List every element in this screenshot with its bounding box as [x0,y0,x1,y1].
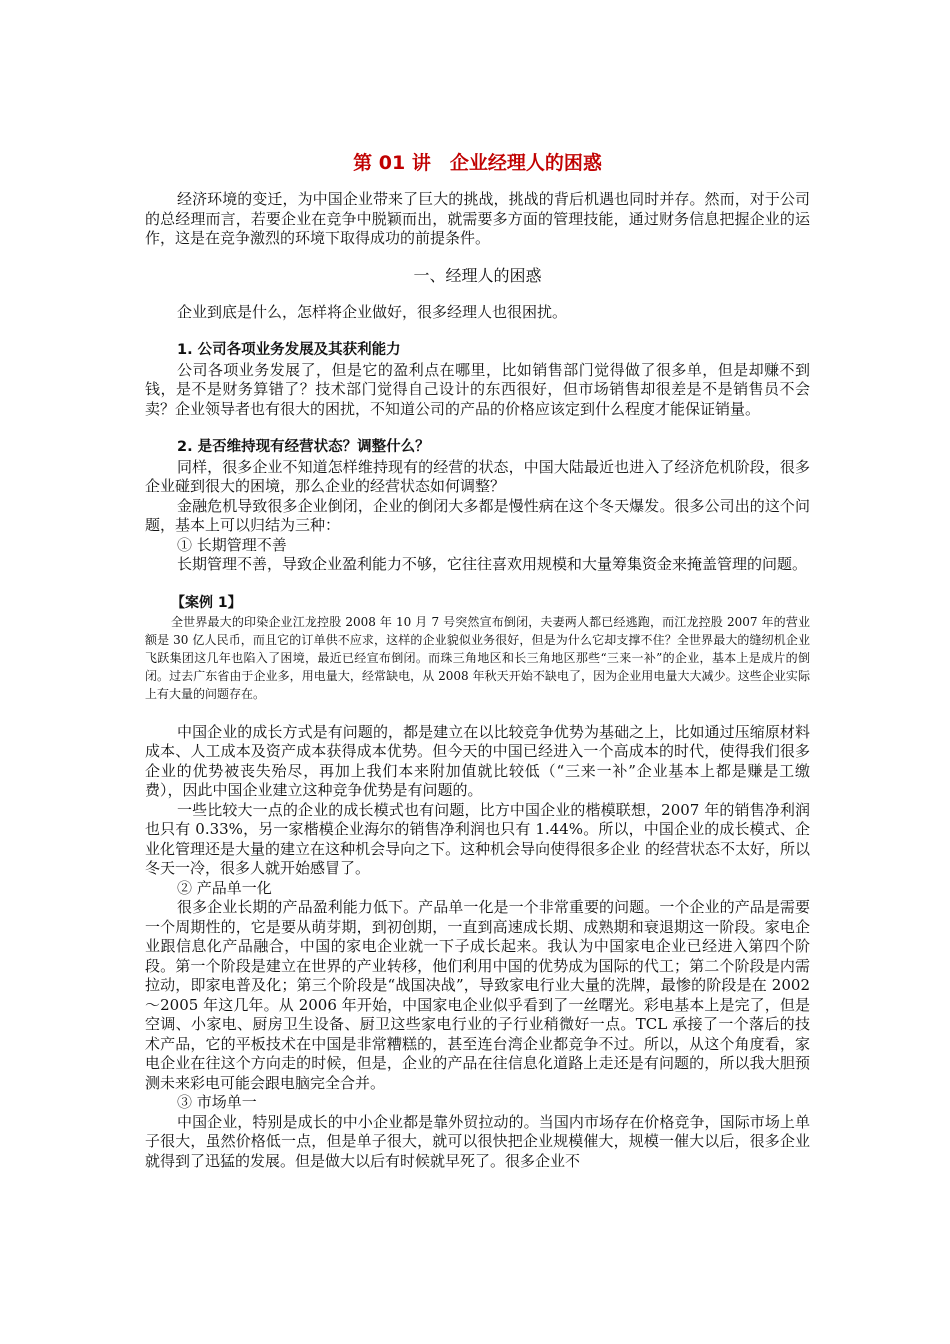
paragraph: 金融危机导致很多企业倒闭，企业的倒闭大多都是慢性病在这个冬天爆发。很多公司出的这个问题，基本上可以归结为三种： [145,496,810,534]
list-item-heading: ③ 市场单一 [177,1093,257,1111]
list-item-heading: ② 产品单一化 [177,878,272,897]
paragraph: 公司各项业务发展了，但是它的盈利点在哪里，比如销售部门觉得做了很多单，但是却赚不到钱，是不是财务算错了？技术部门觉得自己设计的东西很好，但市场销售却很差是不是销售员不会卖？企业领导者也有很大的困扰，不知道公司的产品的价格应该定到什么程度才能保证销量。 [145,360,810,418]
case-text: 全世界最大的印染企业江龙控股 2008 年 10 月 7 号突然宣布倒闭，夫妻两人都已经逃跑，而江龙控股 2007 年的营业额是 30 亿人民币，而且它的订单供不应求，这样的企业貌似业务很好，但是为什么它却支撑不住？全世界最大的缝纫机企业飞跃集团这几年也陷入了困境，最近已经宣布倒闭。而珠三角地区和长三角地区那些“三来一补”的企业，基本上是成片的倒闭。过去广东省由于企业多，用电量大，经常缺电，从 2008 年秋天开始不缺电了，因为企业用电量大大减少。这些企业实际上有大量的问题存在。 [145,614,810,701]
list-item-heading: ① 长期管理不善 [177,535,287,554]
intro-paragraph: 经济环境的变迁，为中国企业带来了巨大的挑战，挑战的背后机遇也同时并存。然而，对于公司的总经理而言，若要企业在竞争中脱颖而出，就需要多方面的管理技能，通过财务信息把握企业的运作，这是在竞争激烈的环境下取得成功的前提条件。 [145,190,810,247]
section-lead-paragraph: 企业到底是什么，怎样将企业做好，很多经理人也很困扰。 [177,302,568,321]
subheading-1: 1. 公司各项业务发展及其获利能力 [177,342,401,358]
document-page [145,150,810,1171]
case-label: 【案例 1】 [171,594,242,611]
paragraph: 很多企业长期的产品盈利能力低下。产品单一化是一个非常重要的问题。一个企业的产品是需要一个周期性的，它是要从萌芽期，到初创期，一直到高速成长期、成熟期和衰退期这一阶段。家电企业跟信息化产品融合，中国的家电企业就一下子成长起来。我认为中国家电企业已经进入第四个阶段。第一个阶段是建立在世界的产业转移，他们利用中国的优势成为国际的代工；第二个阶段是内需拉动，即家电普及化；第三个阶段是“战国决战”，导致家电行业大量的洗牌，最惨的阶段是在 2002～2005 年这几年。从 2006 年开始，中国家电企业似乎看到了一丝曙光。彩电基本上是完了，但是空调、小家电、厨房卫生设备、厨卫这些家电行业的子行业稍微好一点。TCL 承接了一个落后的技术产品，它的平板技术在中国是非常糟糕的，甚至连台湾企业都竞争不过。所以，从这个角度看，家电企业在往这个方向走的时候，但是，企业的产品在往信息化道路上走还是有问题的，所以我大胆预测未来彩电可能会跟电脑完全合并。 [145,898,810,1092]
paragraph: 中国企业的成长方式是有问题的，都是建立在以比较竞争优势为基础之上，比如通过压缩原材料成本、人工成本及资产成本获得成本优势。但今天的中国已经进入一个高成本的时代，使得我们很多企业的优势被丧失殆尽，再加上我们本来附加值就比较低（“三来一补”企业基本上都是赚是工缴费），因此中国企业建立这种竞争优势是有问题的。 [145,722,810,799]
paragraph: 中国企业，特别是成长的中小企业都是靠外贸拉动的。当国内市场存在价格竞争，国际市场上单子很大，虽然价格低一点，但是单子很大，就可以很快把企业规模催大，规模一催大以后，很多企业就得到了迅猛的发展。但是做大以后有时候就早死了。很多企业不 [145,1112,810,1170]
spacer [145,322,810,341]
paragraph: 同样，很多企业不知道怎样维持现有的经营的状态，中国大陆最近也进入了经济危机阶段，很多企业碰到很大的困境，那么企业的经营状态如何调整？ [145,457,810,495]
subheading-2: 2. 是否维持现有经营状态？调整什么？ [177,439,430,455]
lecture-title: 第 01 讲 企业经理人的困惑 [353,152,602,174]
paragraph: 一些比较大一点的企业的成长模式也有问题，比方中国企业的楷模联想，2007 年的销售净利润也只有 0.33%，另一家楷模企业海尔的销售净利润也只有 1.44%。所以，中国企业的成长模式、企业化管理还是大量的建立在这种机会导向之下。这种机会导向使得很多企业 的经营状态不太好，所以冬天一冷，很多人就开始感冒了。 [145,800,810,877]
section-heading: 一、经理人的困惑 [413,265,542,285]
spacer [145,419,810,438]
paragraph: 长期管理不善，导致企业盈利能力不够，它往往喜欢用规模和大量筹集资金来掩盖管理的问题。 [177,555,808,573]
